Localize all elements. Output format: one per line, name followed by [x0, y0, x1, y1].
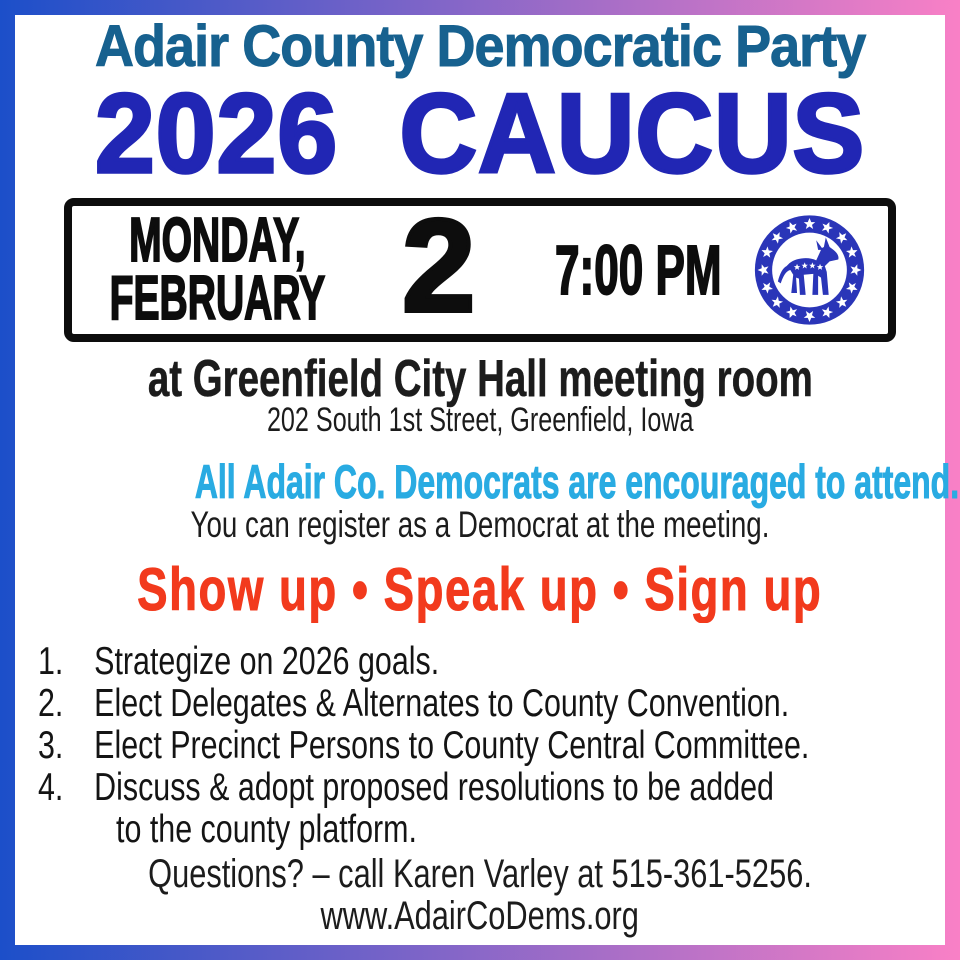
date-day-line2: FEBRUARY — [109, 264, 326, 333]
agenda-item-text — [94, 641, 439, 683]
date-box — [64, 192, 896, 342]
questions-line — [15, 852, 945, 896]
agenda-item — [38, 725, 809, 767]
date-day-month — [104, 206, 331, 333]
venue-name-text: at Greenfield City Hall meeting room — [147, 350, 813, 408]
agenda-item-text — [94, 725, 809, 767]
date-day-line1: MONDAY, — [129, 206, 306, 275]
slogan — [15, 552, 945, 628]
agenda-item — [38, 641, 809, 683]
agenda-item-line: Elect Delegates & Alternates to County Convention. — [94, 682, 790, 725]
event-year: 2026 — [94, 71, 338, 196]
register-note-text: You can register as a Democrat at the meeting. — [190, 504, 770, 545]
slogan-text: Show up • Speak up • Sign up — [137, 556, 823, 623]
agenda-item-text — [94, 767, 774, 851]
event-title-text — [94, 71, 866, 196]
organization-title — [15, 16, 945, 78]
venue-address-text: 202 South 1st Street, Greenfield, Iowa — [266, 401, 694, 439]
agenda-item-number: 3. — [38, 724, 64, 767]
register-note — [15, 503, 945, 547]
organization-title-text: Adair County Democratic Party — [94, 14, 866, 79]
agenda-item-number: 2. — [38, 682, 64, 725]
attendance-callout-text: All Adair Co. Democrats are encouraged to attend. — [194, 455, 960, 508]
event-name: CAUCUS — [399, 71, 866, 196]
attendance-callout — [15, 455, 960, 509]
agenda-item — [38, 683, 809, 725]
agenda-item-line: Strategize on 2026 goals. — [94, 640, 440, 683]
agenda-item-number: 1. — [38, 640, 64, 683]
event-time: 7:00 PM — [555, 231, 722, 309]
website-url-text: www.AdairCoDems.org — [320, 894, 640, 938]
agenda-item-line: to the county platform. — [116, 808, 417, 851]
democratic-donkey-icon — [752, 213, 867, 328]
agenda-item-line: Elect Precinct Persons to County Central Committee. — [94, 724, 810, 767]
website-url — [15, 894, 945, 938]
questions-line-text: Questions? – call Karen Varley at 515-361-5256. — [148, 852, 812, 896]
agenda-item-number: 4. — [38, 766, 64, 809]
agenda-item-line: Discuss & adopt proposed resolutions to be added — [94, 766, 774, 809]
venue-address — [15, 400, 945, 440]
event-title — [15, 71, 945, 196]
date-day-number: 2 — [402, 192, 476, 340]
agenda-list — [38, 641, 960, 851]
agenda-item — [38, 767, 809, 851]
agenda-item-text — [94, 683, 789, 725]
